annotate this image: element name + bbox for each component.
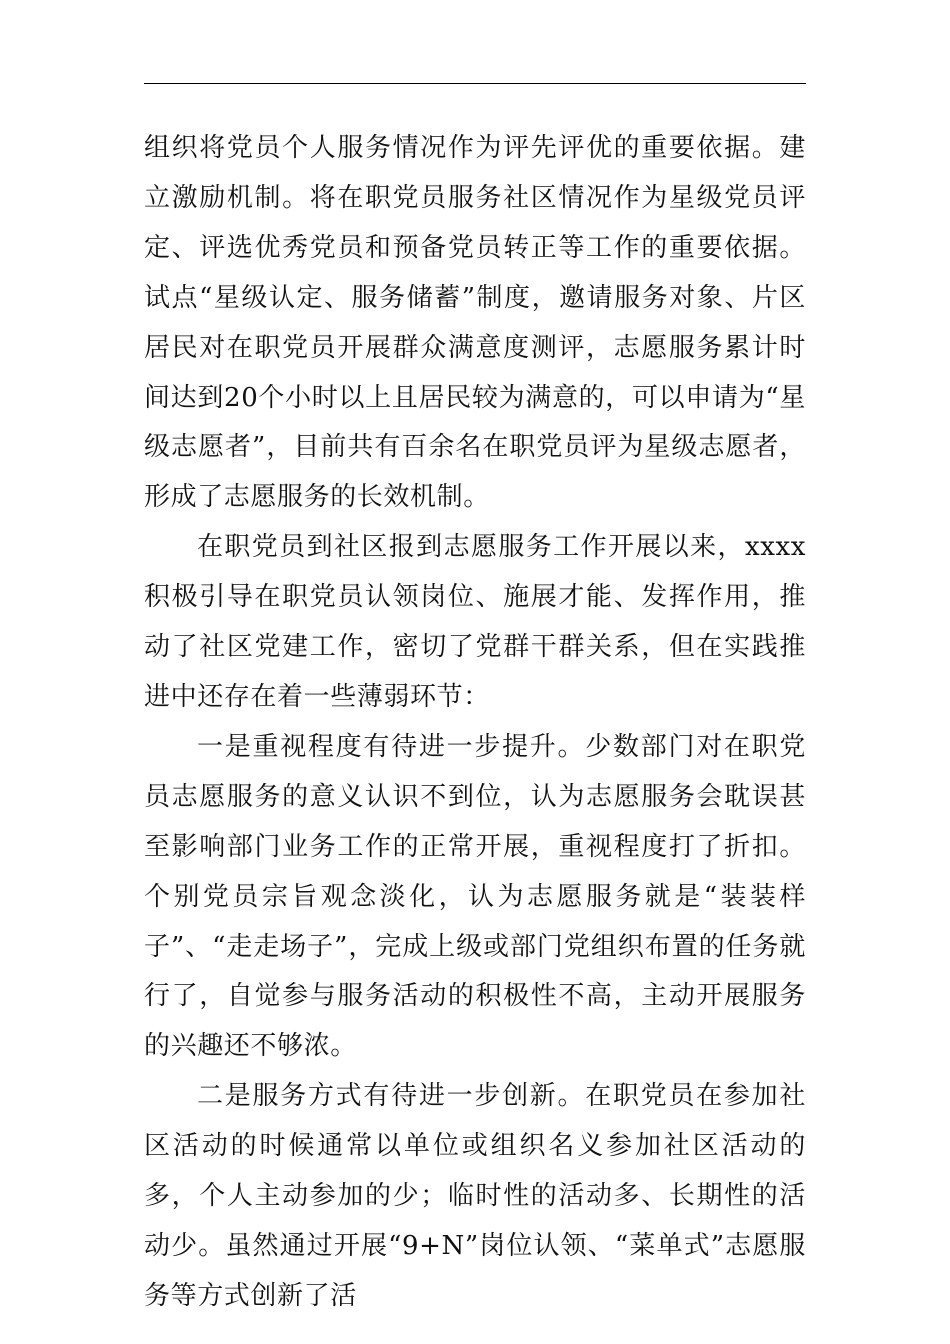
document-body	[144, 124, 806, 1322]
paragraph-4: 二是服务方式有待进一步创新。在职党员在参加社区活动的时候通常以单位或组织名义参加社区活动的多，个人主动参加的少；临时性的活动多、长期性的活动少。虽然通过开展“9+N”岗位认领、“菜单式”志愿服务等方式创新了活	[144, 1081, 806, 1311]
paragraph-1: 组织将党员个人服务情况作为评先评优的重要依据。建立激励机制。将在职党员服务社区情况作为星级党员评定、评选优秀党员和预备党员转正等工作的重要依据。试点“星级认定、服务储蓄”制度，邀请服务对象、片区居民对在职党员开展群众满意度测评，志愿服务累计时间达到20个小时以上且居民较为满意的，可以申请为“星级志愿者”，目前共有百余名在职党员评为星级志愿者，形成了志愿服务的长效机制。	[144, 133, 806, 513]
paragraph-3: 一是重视程度有待进一步提升。少数部门对在职党员志愿服务的意义认识不到位，认为志愿服务会耽误甚至影响部门业务工作的正常开展，重视程度打了折扣。个别党员宗旨观念淡化，认为志愿服务就是“装装样子”、“走走场子”，完成上级或部门党组织布置的任务就行了，自觉参与服务活动的积极性不高，主动开展服务的兴趣还不够浓。	[144, 731, 806, 1062]
header-divider	[144, 83, 806, 84]
paragraph-2: 在职党员到社区报到志愿服务工作开展以来，xxxx积极引导在职党员认领岗位、施展才能、发挥作用，推动了社区党建工作，密切了党群干群关系，但在实践推进中还存在着一些薄弱环节：	[144, 532, 806, 712]
